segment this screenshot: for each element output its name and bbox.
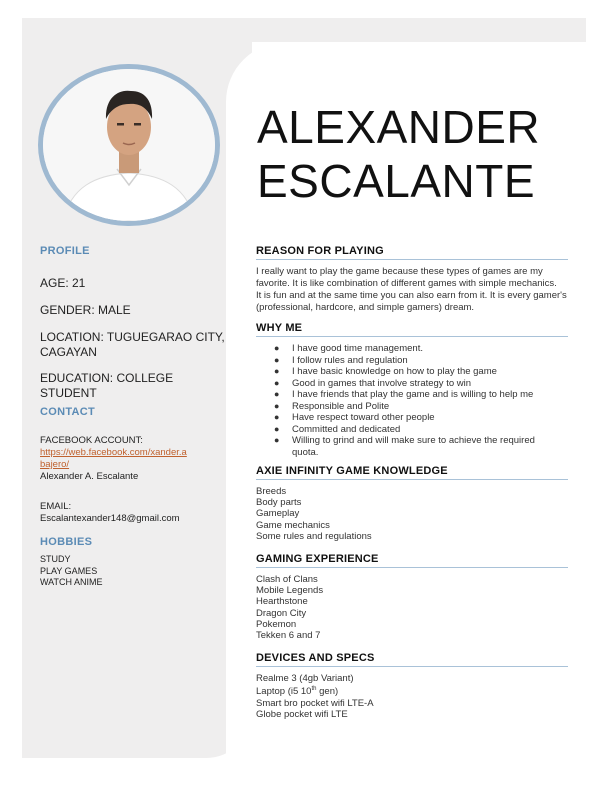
why-me-item: ● Committed and dedicated [274, 423, 401, 435]
reason-line: (professional, hardcore, and simple gamers) dream. [256, 302, 475, 313]
hobbies-heading: HOBBIES [40, 536, 93, 548]
why-me-item: ● Responsible and Polite [274, 400, 390, 412]
facebook-name: Alexander A. Escalante [40, 471, 139, 482]
gaming-item: Pokemon [256, 618, 297, 630]
gaming-item: Hearthstone [256, 596, 308, 608]
why-me-item: ● I have basic knowledge on how to play the game [274, 366, 497, 377]
gaming-item: Clash of Clans [256, 574, 318, 585]
why-me-heading: WHY ME [256, 322, 568, 337]
facebook-link[interactable] [40, 447, 230, 471]
device-item: Smart bro pocket wifi LTE-A [256, 697, 374, 709]
facebook-label: FACEBOOK ACCOUNT: [40, 435, 143, 446]
gaming-item: Tekken 6 and 7 [256, 630, 321, 642]
hobbies-list [40, 554, 230, 589]
reason-line: It is fun and at the same time you can also earn from it. It is every gamer's [256, 290, 567, 301]
gender-field: GENDER: MALE [40, 303, 131, 317]
device-item: Globe pocket wifi LTE [256, 708, 348, 720]
gaming-item: Dragon City [256, 607, 307, 619]
gaming-list [256, 574, 568, 641]
bullet-icon: ● [274, 389, 280, 399]
bullet-icon: ● [274, 354, 280, 365]
gaming-heading: GAMING EXPERIENCE [256, 553, 568, 568]
reason-line: favorite. It is like combination of different games with simple mechanics. [256, 278, 557, 289]
axie-list [256, 486, 568, 542]
profile-photo [38, 64, 220, 226]
axie-item: Breeds [256, 486, 287, 497]
reason-paragraph [256, 266, 568, 314]
why-me-item: ● I have good time management. [274, 343, 423, 354]
axie-section [256, 465, 568, 542]
axie-item: Some rules and regulations [256, 530, 372, 542]
devices-heading: DEVICES AND SPECS [256, 652, 568, 667]
location-line-1: LOCATION: TUGUEGARAO CITY, [40, 330, 225, 344]
devices-list [256, 673, 568, 720]
hobby-item: WATCH ANIME [40, 577, 103, 587]
hobby-item: PLAY GAMES [40, 565, 98, 576]
devices-section [256, 652, 568, 720]
device-item: Laptop (i5 10th gen) [256, 686, 339, 698]
email-label: EMAIL: [40, 501, 72, 512]
bullet-icon: ● [274, 412, 280, 422]
why-me-item: ● Good in games that involve strategy to win [274, 377, 472, 389]
contact-heading: CONTACT [40, 406, 96, 418]
bullet-icon: ● [274, 366, 280, 376]
bullet-icon: ● [274, 423, 280, 434]
reason-line: I really want to play the game because these types of games are my [256, 266, 543, 277]
facebook-link-line-1[interactable]: https://web.facebook.com/xander.a [40, 447, 187, 458]
candidate-name [257, 100, 587, 208]
reason-section [256, 245, 568, 314]
location-field [40, 330, 240, 360]
facebook-block [40, 435, 230, 483]
why-me-item: ● I follow rules and regulation [274, 354, 408, 366]
reason-heading: REASON FOR PLAYING [256, 245, 568, 260]
bullet-icon: ● [274, 435, 280, 445]
hobby-item: STUDY [40, 554, 71, 564]
why-me-list [256, 343, 568, 458]
facebook-link-line-2[interactable]: bajero/ [40, 459, 70, 470]
axie-heading: AXIE INFINITY GAME KNOWLEDGE [256, 465, 568, 480]
last-name: ESCALANTE [257, 155, 536, 207]
email-value[interactable]: Escalantexander148@gmail.com [40, 513, 180, 524]
axie-item: Body parts [256, 497, 302, 509]
axie-item: Gameplay [256, 508, 300, 520]
gaming-section [256, 553, 568, 641]
axie-item: Game mechanics [256, 519, 330, 531]
why-me-item-continued: quota. [292, 446, 319, 458]
profile-heading: PROFILE [40, 245, 90, 257]
person-portrait-icon [43, 69, 215, 221]
why-me-section [256, 322, 568, 458]
bullet-icon: ● [274, 400, 280, 411]
top-band [230, 18, 586, 42]
why-me-item: ● Willing to grind and will make sure to achieve the required [274, 435, 535, 446]
email-block [40, 501, 230, 525]
age-field: AGE: 21 [40, 276, 86, 290]
bullet-icon: ● [274, 377, 280, 388]
location-line-2: CAGAYAN [40, 345, 97, 359]
gaming-item: Mobile Legends [256, 585, 324, 597]
why-me-item: ● Have respect toward other people [274, 412, 435, 423]
why-me-item: ● I have friends that play the game and is willing to help me [274, 389, 534, 400]
profile-section [40, 245, 230, 257]
device-item: Realme 3 (4gb Variant) [256, 673, 354, 684]
first-name: ALEXANDER [257, 101, 541, 153]
education-field: EDUCATION: COLLEGE STUDENT [40, 371, 174, 400]
bullet-icon: ● [274, 343, 280, 353]
